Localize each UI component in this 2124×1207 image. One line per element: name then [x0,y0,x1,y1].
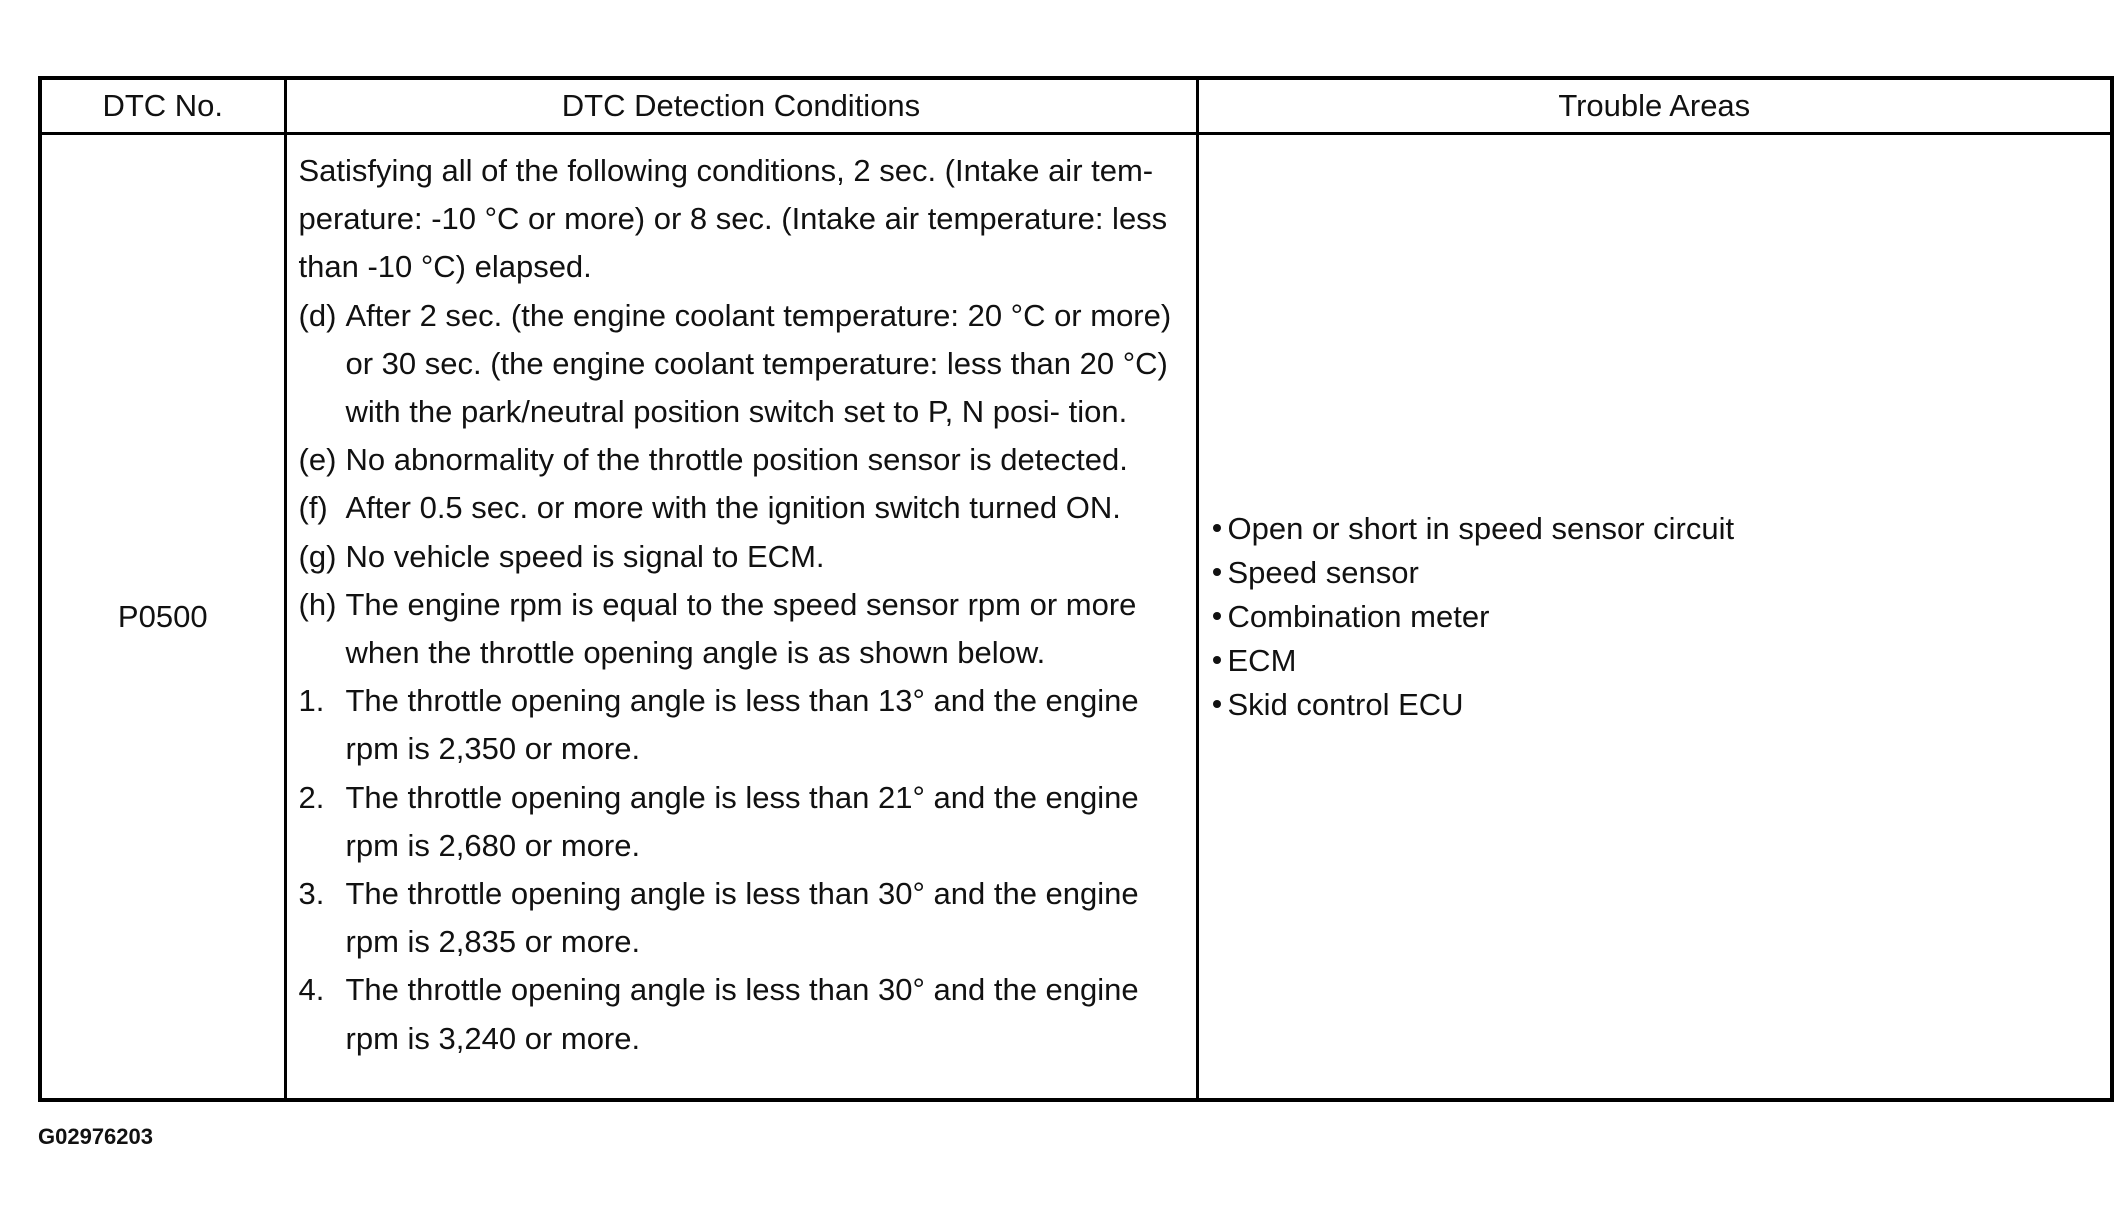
condition-item [299,436,1186,484]
trouble-area-text: Skid control ECU [1227,686,1464,722]
condition-text: After 0.5 sec. or more with the ignition switch turned ON. [345,490,1121,526]
bullet-icon [1213,656,1221,664]
condition-item [299,484,1186,532]
trouble-area-item [1213,551,2101,595]
condition-text: The throttle opening angle is less than 30° and the engine rpm is 3,240 or more. [345,972,1139,1056]
header-dtc-no: DTC No. [40,78,285,134]
trouble-area-text: Speed sensor [1227,554,1419,590]
header-trouble-areas: Trouble Areas [1197,78,2112,134]
trouble-area-text: ECM [1227,642,1297,678]
detection-conditions-cell [285,134,1197,1101]
conditions-intro: Satisfying all of the following conditions, 2 sec. (Intake air tem- perature: -10 °C or more) or 8 sec. (Intake air temperature: less than -10 °C) elapsed. [298,153,1168,285]
condition-item [299,966,1186,1062]
condition-text: The throttle opening angle is less than 13° and the engine rpm is 2,350 or more. [345,683,1139,767]
figure-code: G02976203 [38,1124,153,1149]
trouble-area-text: Open or short in speed sensor circuit [1227,510,1735,546]
bullet-icon [1213,612,1221,620]
condition-item [299,774,1186,870]
trouble-area-item [1213,507,2101,551]
trouble-area-text: Combination meter [1227,598,1490,634]
condition-item [299,870,1186,966]
condition-marker: 4. [298,972,325,1008]
condition-text: The engine rpm is equal to the speed sensor rpm or more when the throttle opening angle is as shown below. [345,586,1137,671]
condition-item [299,581,1186,677]
condition-marker: 2. [298,779,325,815]
trouble-area-item [1213,639,2101,683]
condition-text: No vehicle speed is signal to ECM. [345,538,825,574]
bullet-icon [1213,524,1221,532]
condition-marker: (f) [298,490,328,526]
table-row [40,134,2112,1101]
condition-item [299,533,1186,581]
trouble-area-item [1213,595,2101,639]
header-row [40,78,2112,134]
dtc-table [38,76,2114,1102]
condition-text: After 2 sec. (the engine coolant temperature: 20 °C or more) or 30 sec. (the engine coolant temperature: less than 20 °C) with the park/neutral position switch set to P, N posi- tion. [345,297,1172,430]
bullet-icon [1213,568,1221,576]
condition-marker: 3. [298,876,325,912]
condition-marker: (g) [298,538,337,574]
condition-text: The throttle opening angle is less than 21° and the engine rpm is 2,680 or more. [345,779,1139,863]
condition-text: The throttle opening angle is less than 30° and the engine rpm is 2,835 or more. [345,876,1139,960]
condition-marker: (h) [298,586,337,622]
condition-marker: 1. [298,683,325,719]
condition-marker: (e) [298,442,337,478]
condition-marker: (d) [298,297,337,333]
condition-item [299,292,1186,437]
trouble-areas-cell [1197,134,2112,1101]
condition-item [299,677,1186,773]
condition-text: No abnormality of the throttle position sensor is detected. [345,442,1128,478]
trouble-area-item [1213,683,2101,727]
dtc-code: P0500 [40,134,285,1101]
header-detection-conditions: DTC Detection Conditions [285,78,1197,134]
bullet-icon [1213,700,1221,708]
